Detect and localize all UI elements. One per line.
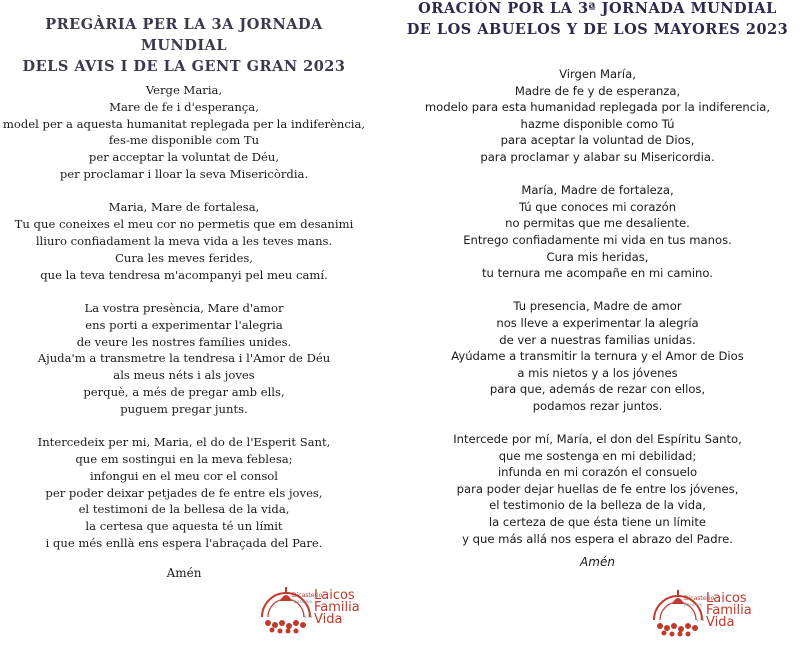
prayer-line: als meus néts i als joves — [113, 368, 255, 383]
stanza — [0, 82, 368, 183]
prayer-line: Ajuda'm a transmetre la tendresa i l'Amor de Déu — [37, 351, 331, 366]
prayer-line: fes-me disponible com Tu — [108, 133, 260, 148]
catalan-title-line: PREGÀRIA PER LA 3A JORNADA MUNDIAL — [45, 16, 323, 54]
stanza — [0, 300, 368, 418]
logo-para-los: para los — [684, 603, 702, 608]
logo-dicasterio: Dicasterio — [684, 595, 715, 602]
spanish-column — [395, 0, 800, 650]
prayer-line: modelo para esta humanidad replegada por la indiferencia, — [424, 100, 771, 115]
catalan-title-line: DELS AVIS I DE LA GENT GRAN 2023 — [22, 58, 346, 75]
prayer-line: Virgen María, — [559, 67, 636, 81]
spanish-title-line: ORACIÓN POR LA 3ª JORNADA MUNDIAL — [418, 0, 777, 17]
prayer-line: Cura les meves ferides, — [115, 250, 253, 265]
spanish-title — [395, 0, 800, 40]
catalan-title — [0, 14, 368, 77]
prayer-line: María, Madre de fortaleza, — [521, 183, 674, 198]
logo-familia: Familia — [314, 600, 360, 615]
prayer-line: Ayúdame a transmitir la ternura y el Amor de Dios — [451, 349, 744, 364]
prayer-line: perquè, a més de pregar amb ells, — [83, 384, 285, 399]
prayer-line: Cura mis heridas, — [546, 249, 649, 264]
prayer-line: la certeza de que ésta tiene un límite — [488, 515, 707, 530]
prayer-line: nos lleve a experimentar la alegría — [496, 315, 699, 330]
prayer-line: Madre de fe y de esperanza, — [514, 83, 681, 98]
prayer-line: que la teva tendresa m'acompanyi pel meu camí. — [40, 267, 328, 282]
prayer-line: la certesa que aquesta té un límit — [85, 519, 283, 534]
stanza — [0, 434, 368, 552]
logo-dicasterio: Dicasterio — [292, 592, 323, 599]
prayer-line: tu ternura me acompañe en mi camino. — [482, 266, 713, 281]
prayer-line: podamos rezar juntos. — [532, 398, 663, 413]
dicastery-logo — [650, 588, 770, 638]
prayer-line: para aceptar la voluntad de Dios, — [500, 133, 695, 148]
stanza — [395, 431, 800, 547]
logo-vida: Vida — [314, 612, 343, 627]
prayer-line: Maria, Mare de fortalesa, — [108, 200, 260, 215]
spanish-title-line: DE LOS ABUELOS Y DE LOS MAYORES 2023 — [406, 21, 789, 38]
prayer-line: model per a aquesta humanitat replegada per la indiferència, — [2, 116, 366, 131]
prayer-line: para poder dejar huellas de fe entre los jóvenes, — [456, 481, 739, 496]
prayer-line: de veure les nostres famílies unides. — [76, 334, 292, 349]
prayer-line: La vostra presència, Mare d'amor — [84, 300, 284, 315]
logo-familia: Familia — [706, 603, 752, 618]
stanza — [395, 182, 800, 282]
prayer-line: Verge Maria, — [145, 83, 223, 97]
prayer-line: Intercedeix per mi, Maria, el do de l'Esperit Sant, — [37, 435, 331, 450]
prayer-line: para que, además de rezar con ellos, — [489, 382, 706, 397]
prayer-line: infunda en mi corazón el consuelo — [497, 465, 698, 480]
prayer-line: hazme disponible como Tú — [520, 116, 675, 131]
prayer-line: i que més enllà ens espera l'abraçada del Pare. — [45, 535, 323, 550]
prayer-line: de ver a nuestras familias unidas. — [499, 332, 696, 347]
prayer-line: el testimonio de la belleza de la vida, — [489, 498, 706, 513]
prayer-line: que em sostingui en la meva feblesa; — [75, 451, 293, 466]
prayer-line: a mis nietos y a los jóvenes — [517, 365, 678, 380]
prayer-line: Intercede por mí, María, el don del Espíritu Santo, — [453, 432, 742, 447]
logo-y-la: y la — [304, 615, 313, 620]
prayer-line: Entrego confiadamente mi vida en tus manos. — [463, 232, 732, 247]
logo-vida: Vida — [706, 615, 735, 630]
logo-laicos: Laicos — [706, 591, 747, 606]
prayer-line: que me sostenga en mi debilidad; — [498, 448, 697, 463]
prayer-line: infongui en el meu cor el consol — [89, 468, 278, 483]
prayer-line: Mare de fe i d'esperança, — [109, 99, 259, 114]
catalan-column — [0, 0, 368, 650]
stanza — [395, 66, 800, 166]
spanish-prayer — [395, 66, 800, 564]
logo-laicos: Laicos — [314, 588, 355, 603]
stanza — [0, 199, 368, 283]
logo-y-la: y la — [696, 618, 705, 623]
prayer-line: puguem pregar junts. — [120, 401, 248, 416]
catalan-prayer — [0, 82, 368, 568]
prayer-line: el testimoni de la bellesa de la vida, — [78, 502, 290, 517]
catalan-amen: Amén — [166, 566, 202, 580]
prayer-line: y que más allá nos espera el abrazo del Padre. — [462, 531, 733, 546]
stanza — [395, 298, 800, 414]
prayer-line: Tu que coneixes el meu cor no permetis que em desanimi — [14, 217, 354, 232]
prayer-line: Tu presencia, Madre de amor — [513, 299, 682, 314]
prayer-line: per poder deixar petjades de fe entre els joves, — [45, 485, 323, 500]
prayer-line: lliuro confiadament la meva vida a les teves mans. — [35, 233, 333, 248]
spanish-amen: Amén — [580, 555, 615, 569]
logo-para-los: para los — [294, 600, 312, 605]
prayer-line: ens porti a experimentar l'alegria — [85, 317, 283, 332]
prayer-line: Tú que conoces mi corazón — [518, 199, 677, 214]
prayer-line: per acceptar la voluntat de Déu, — [88, 150, 280, 165]
prayer-line: no permitas que me desaliente. — [505, 216, 690, 231]
dicastery-logo — [258, 585, 378, 635]
prayer-line: per proclamar i lloar la seva Misericòrdia. — [59, 166, 309, 181]
prayer-line: para proclamar y alabar su Misericordia. — [480, 149, 715, 164]
